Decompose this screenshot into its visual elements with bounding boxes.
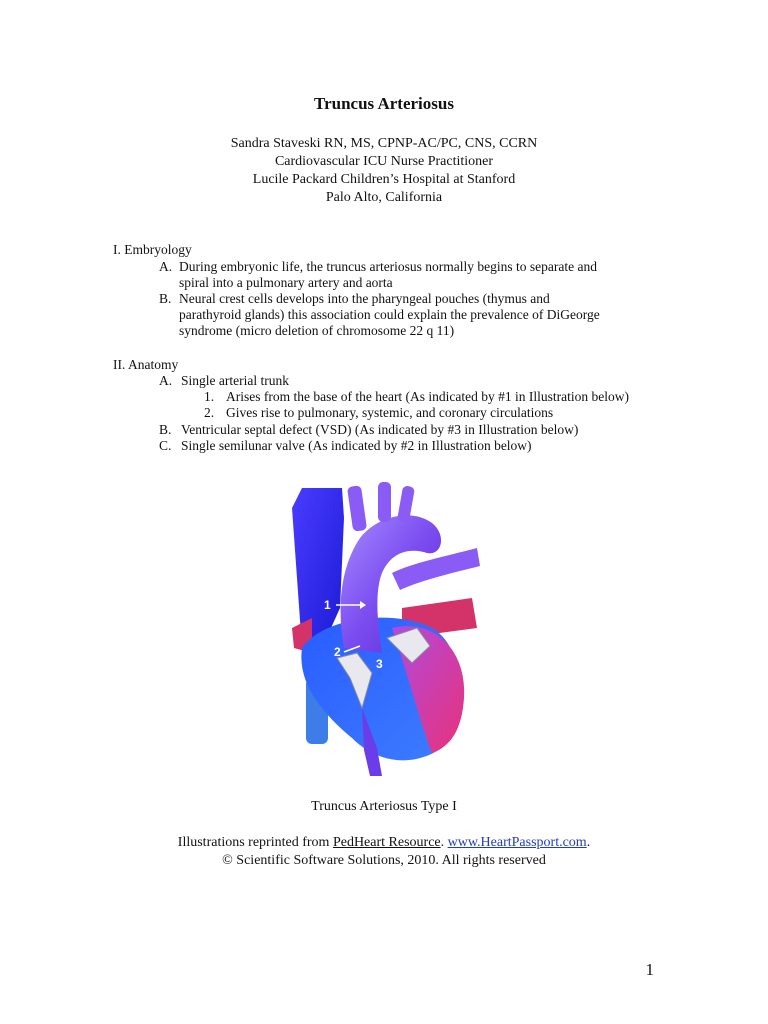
list-item-text: Ventricular septal defect (VSD) (As indicated by #3 in Illustration below) (181, 422, 579, 437)
list-item-label: A. (159, 373, 173, 388)
list-item (159, 422, 639, 438)
section-heading-embryology: I. Embryology (113, 242, 192, 257)
figure-marker-1: 1 (324, 598, 331, 612)
list-item (159, 373, 559, 389)
list-item (159, 259, 639, 291)
author-institution: Lucile Packard Children’s Hospital at Stanford (252, 172, 516, 187)
list-item-text: Single semilunar valve (As indicated by #2 in Illustration below) (181, 438, 532, 453)
copyright-notice: © Scientific Software Solutions, 2010. All rights reserved (222, 853, 546, 868)
list-item-text: Single arterial trunk (181, 373, 289, 388)
list-item (159, 291, 639, 339)
author-role: Cardiovascular ICU Nurse Practitioner (274, 154, 494, 169)
figure-caption: Truncus Arteriosus Type I (311, 799, 457, 814)
list-item-text: syndrome (micro deletion of chromosome 22 q 11) (179, 323, 455, 338)
list-item (204, 389, 644, 405)
figure-marker-2: 2 (334, 645, 341, 659)
pedheart-resource-link[interactable]: PedHeart Resource (332, 835, 441, 850)
list-item-label: B. (159, 291, 172, 306)
list-item-label: C. (159, 438, 172, 453)
list-item-label: 2. (204, 405, 215, 420)
list-item (204, 405, 644, 421)
document-title: Truncus Arteriosus (314, 94, 454, 113)
illustration-credit: Illustrations reprinted from PedHeart Resource. www.HeartPassport.com. © Scientific Software Solutions, 2010. All rights reserved (0, 834, 768, 870)
list-item-text: spiral into a pulmonary artery and aorta (179, 275, 393, 290)
superior-vena-cava (292, 488, 344, 648)
figure-marker-3: 3 (376, 657, 383, 671)
list-item (159, 438, 639, 454)
list-item-label: A. (159, 259, 173, 274)
page-number: 1 (645, 960, 654, 979)
pulmonary-artery (392, 548, 480, 590)
list-item-text: Neural crest cells develops into the pharyngeal pouches (thymus and (179, 291, 550, 306)
heart-illustration (282, 478, 482, 776)
list-item-text: Gives rise to pulmonary, systemic, and coronary circulations (226, 405, 554, 420)
list-item-label: 1. (204, 389, 215, 404)
list-item-label: B. (159, 422, 172, 437)
list-item-text: parathyroid glands) this association could explain the prevalence of DiGeorge (179, 307, 600, 322)
list-item-text: During embryonic life, the truncus arteriosus normally begins to separate and (179, 259, 598, 274)
author-name: Sandra Staveski RN, MS, CPNP-AC/PC, CNS, CCRN (230, 136, 538, 151)
author-location: Palo Alto, California (325, 190, 443, 205)
author-block (0, 135, 768, 207)
list-item-text: Arises from the base of the heart (As indicated by #1 in Illustration below) (226, 389, 630, 404)
section-heading-anatomy: II. Anatomy (113, 357, 179, 372)
heartpassport-link[interactable]: www.HeartPassport.com (447, 835, 587, 850)
